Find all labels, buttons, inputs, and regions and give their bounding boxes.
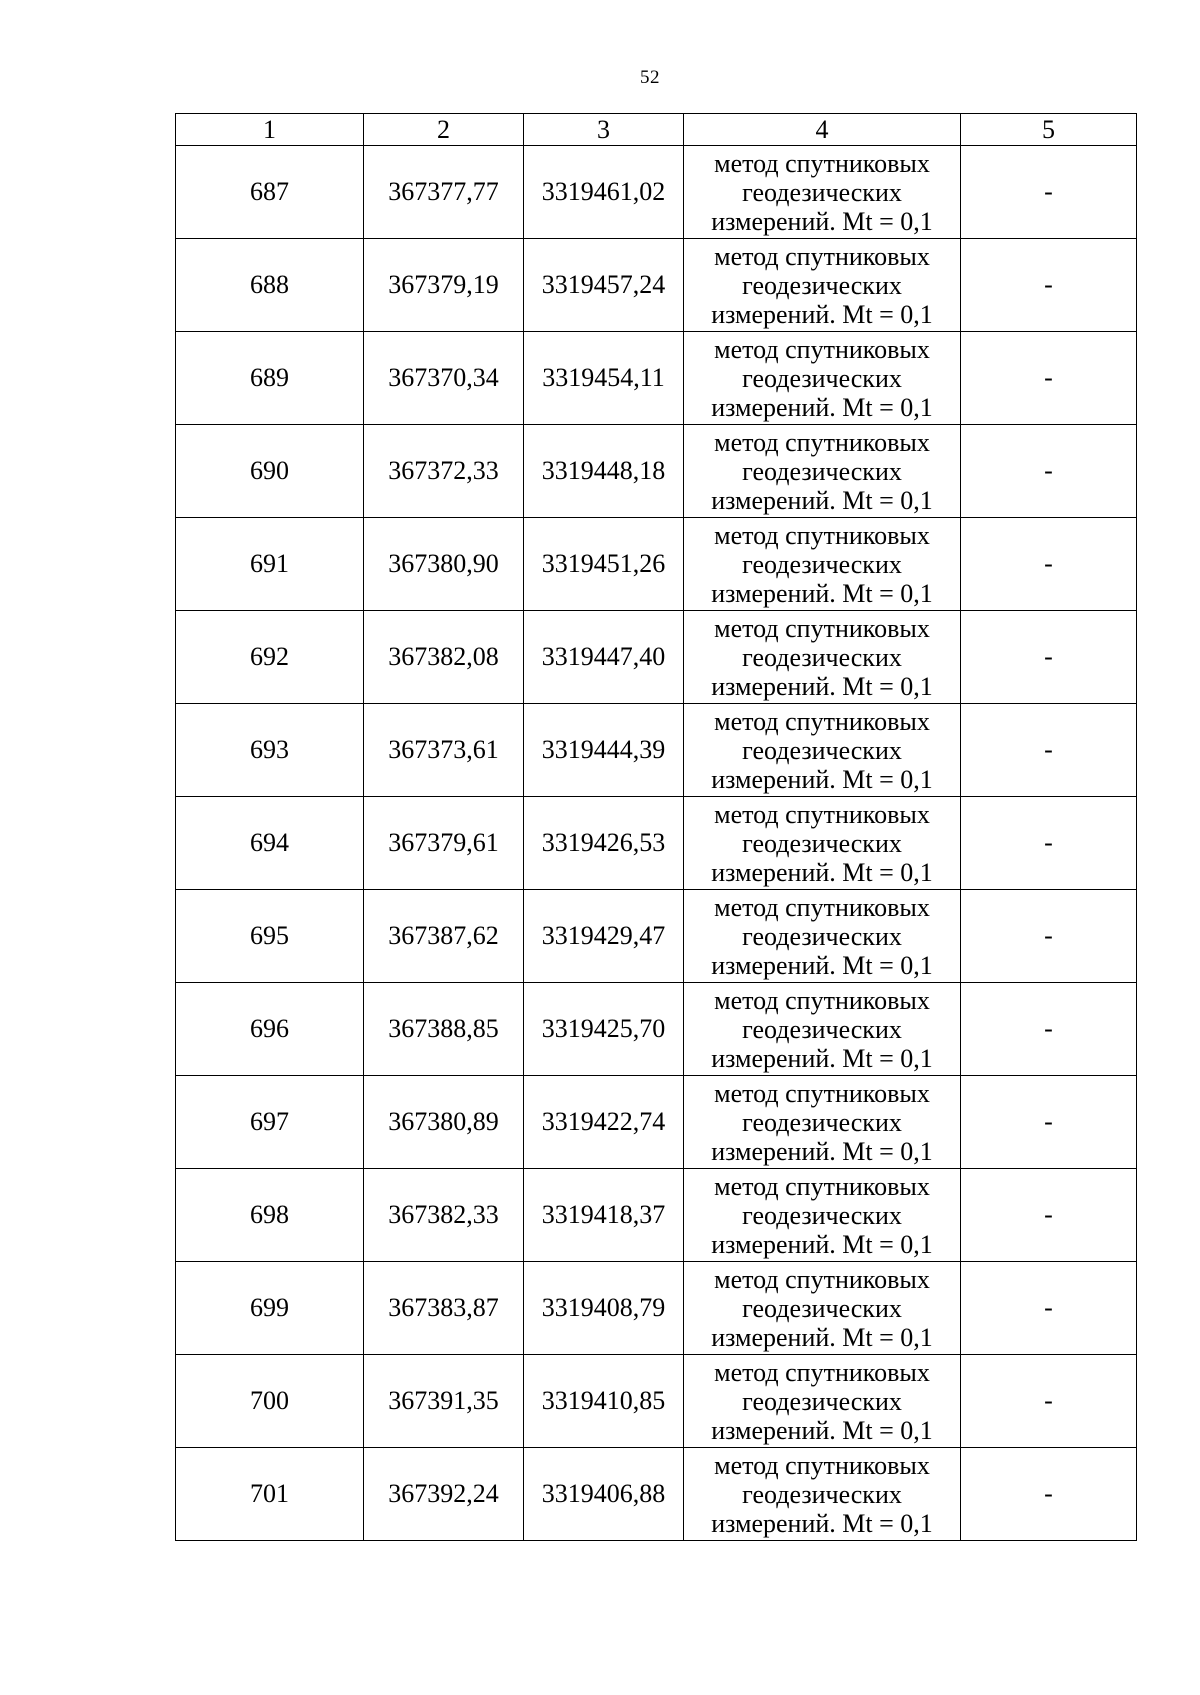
method-line: измерений. Mt = 0,1: [711, 1229, 933, 1259]
method-line: метод спутниковых: [714, 520, 930, 550]
method-line: геодезических: [742, 177, 902, 207]
point-number-cell: 689: [176, 332, 364, 425]
y-coordinate-cell: 3319429,47: [524, 890, 684, 983]
y-coordinate-cell: 3319422,74: [524, 1076, 684, 1169]
y-coordinate-cell: 3319444,39: [524, 704, 684, 797]
x-coordinate-cell: 367383,87: [364, 1262, 524, 1355]
table-row: [176, 146, 1137, 239]
method-line: геодезических: [742, 1386, 902, 1416]
point-number-cell: 697: [176, 1076, 364, 1169]
table-row: [176, 1355, 1137, 1448]
y-coordinate-cell: 3319457,24: [524, 239, 684, 332]
note-cell: -: [961, 1355, 1137, 1448]
x-coordinate-cell: 367379,19: [364, 239, 524, 332]
method-cell: [684, 1355, 961, 1448]
method-line: измерений. Mt = 0,1: [711, 206, 933, 236]
method-line: метод спутниковых: [714, 1264, 930, 1294]
coordinates-table: [175, 113, 1137, 1541]
note-cell: -: [961, 1169, 1137, 1262]
method-cell: [684, 239, 961, 332]
y-coordinate-cell: 3319461,02: [524, 146, 684, 239]
method-cell: [684, 611, 961, 704]
y-coordinate-cell: 3319406,88: [524, 1448, 684, 1541]
method-line: геодезических: [742, 828, 902, 858]
method-cell: [684, 332, 961, 425]
point-number-cell: 694: [176, 797, 364, 890]
y-coordinate-cell: 3319418,37: [524, 1169, 684, 1262]
method-line: измерений. Mt = 0,1: [711, 485, 933, 515]
x-coordinate-cell: 367388,85: [364, 983, 524, 1076]
method-line: геодезических: [742, 270, 902, 300]
y-coordinate-cell: 3319451,26: [524, 518, 684, 611]
method-line: измерений. Mt = 0,1: [711, 299, 933, 329]
x-coordinate-cell: 367391,35: [364, 1355, 524, 1448]
x-coordinate-cell: 367382,33: [364, 1169, 524, 1262]
y-coordinate-cell: 3319426,53: [524, 797, 684, 890]
method-line: геодезических: [742, 735, 902, 765]
method-line: метод спутниковых: [714, 706, 930, 736]
method-line: геодезических: [742, 921, 902, 951]
x-coordinate-cell: 367380,90: [364, 518, 524, 611]
point-number-cell: 688: [176, 239, 364, 332]
x-coordinate-cell: 367392,24: [364, 1448, 524, 1541]
method-cell: [684, 983, 961, 1076]
method-cell: [684, 146, 961, 239]
point-number-cell: 690: [176, 425, 364, 518]
method-line: геодезических: [742, 363, 902, 393]
x-coordinate-cell: 367382,08: [364, 611, 524, 704]
note-cell: -: [961, 239, 1137, 332]
x-coordinate-cell: 367379,61: [364, 797, 524, 890]
note-cell: -: [961, 1262, 1137, 1355]
method-line: метод спутниковых: [714, 1078, 930, 1108]
method-cell: [684, 1262, 961, 1355]
note-cell: -: [961, 983, 1137, 1076]
method-cell: [684, 1448, 961, 1541]
y-coordinate-cell: 3319408,79: [524, 1262, 684, 1355]
table-row: [176, 983, 1137, 1076]
method-line: измерений. Mt = 0,1: [711, 764, 933, 794]
point-number-cell: 695: [176, 890, 364, 983]
method-line: измерений. Mt = 0,1: [711, 1043, 933, 1073]
table-row: [176, 425, 1137, 518]
table-row: [176, 1262, 1137, 1355]
table-row: [176, 1076, 1137, 1169]
method-cell: [684, 1169, 961, 1262]
method-line: измерений. Mt = 0,1: [711, 671, 933, 701]
point-number-cell: 687: [176, 146, 364, 239]
method-line: измерений. Mt = 0,1: [711, 392, 933, 422]
method-cell: [684, 704, 961, 797]
method-line: геодезических: [742, 1107, 902, 1137]
x-coordinate-cell: 367380,89: [364, 1076, 524, 1169]
x-coordinate-cell: 367370,34: [364, 332, 524, 425]
table-row: [176, 518, 1137, 611]
method-line: геодезических: [742, 642, 902, 672]
column-header-5: 5: [961, 114, 1137, 146]
method-line: метод спутниковых: [714, 148, 930, 178]
method-cell: [684, 1076, 961, 1169]
note-cell: -: [961, 425, 1137, 518]
x-coordinate-cell: 367377,77: [364, 146, 524, 239]
point-number-cell: 698: [176, 1169, 364, 1262]
y-coordinate-cell: 3319425,70: [524, 983, 684, 1076]
method-line: геодезических: [742, 549, 902, 579]
method-cell: [684, 518, 961, 611]
table-row: [176, 1169, 1137, 1262]
table-row: [176, 611, 1137, 704]
column-header-3: 3: [524, 114, 684, 146]
point-number-cell: 692: [176, 611, 364, 704]
method-line: метод спутниковых: [714, 892, 930, 922]
method-line: измерений. Mt = 0,1: [711, 1136, 933, 1166]
method-line: геодезических: [742, 1479, 902, 1509]
method-line: метод спутниковых: [714, 334, 930, 364]
method-line: метод спутниковых: [714, 613, 930, 643]
method-line: метод спутниковых: [714, 985, 930, 1015]
note-cell: -: [961, 518, 1137, 611]
method-cell: [684, 425, 961, 518]
note-cell: -: [961, 611, 1137, 704]
method-line: измерений. Mt = 0,1: [711, 578, 933, 608]
method-cell: [684, 890, 961, 983]
method-line: метод спутниковых: [714, 799, 930, 829]
y-coordinate-cell: 3319454,11: [524, 332, 684, 425]
column-header-4: 4: [684, 114, 961, 146]
table-row: [176, 1448, 1137, 1541]
point-number-cell: 691: [176, 518, 364, 611]
note-cell: -: [961, 146, 1137, 239]
method-line: метод спутниковых: [714, 1357, 930, 1387]
page-number: 52: [640, 67, 660, 88]
method-line: метод спутниковых: [714, 1171, 930, 1201]
y-coordinate-cell: 3319448,18: [524, 425, 684, 518]
method-line: метод спутниковых: [714, 427, 930, 457]
x-coordinate-cell: 367372,33: [364, 425, 524, 518]
note-cell: -: [961, 704, 1137, 797]
method-line: метод спутниковых: [714, 1450, 930, 1480]
method-line: геодезических: [742, 1200, 902, 1230]
method-line: измерений. Mt = 0,1: [711, 1415, 933, 1445]
y-coordinate-cell: 3319410,85: [524, 1355, 684, 1448]
point-number-cell: 700: [176, 1355, 364, 1448]
table-row: [176, 704, 1137, 797]
table-header-row: [176, 114, 1137, 146]
method-line: геодезических: [742, 1014, 902, 1044]
point-number-cell: 699: [176, 1262, 364, 1355]
note-cell: -: [961, 1448, 1137, 1541]
column-header-2: 2: [364, 114, 524, 146]
method-line: измерений. Mt = 0,1: [711, 1322, 933, 1352]
x-coordinate-cell: 367373,61: [364, 704, 524, 797]
point-number-cell: 696: [176, 983, 364, 1076]
note-cell: -: [961, 1076, 1137, 1169]
table-row: [176, 890, 1137, 983]
point-number-cell: 701: [176, 1448, 364, 1541]
table-row: [176, 239, 1137, 332]
note-cell: -: [961, 890, 1137, 983]
table-row: [176, 332, 1137, 425]
note-cell: -: [961, 332, 1137, 425]
table-row: [176, 797, 1137, 890]
y-coordinate-cell: 3319447,40: [524, 611, 684, 704]
method-line: геодезических: [742, 456, 902, 486]
column-header-1: 1: [176, 114, 364, 146]
note-cell: -: [961, 797, 1137, 890]
method-line: измерений. Mt = 0,1: [711, 950, 933, 980]
method-line: метод спутниковых: [714, 241, 930, 271]
method-line: измерений. Mt = 0,1: [711, 857, 933, 887]
method-cell: [684, 797, 961, 890]
table-body: [176, 146, 1137, 1541]
x-coordinate-cell: 367387,62: [364, 890, 524, 983]
point-number-cell: 693: [176, 704, 364, 797]
method-line: измерений. Mt = 0,1: [711, 1508, 933, 1538]
method-line: геодезических: [742, 1293, 902, 1323]
